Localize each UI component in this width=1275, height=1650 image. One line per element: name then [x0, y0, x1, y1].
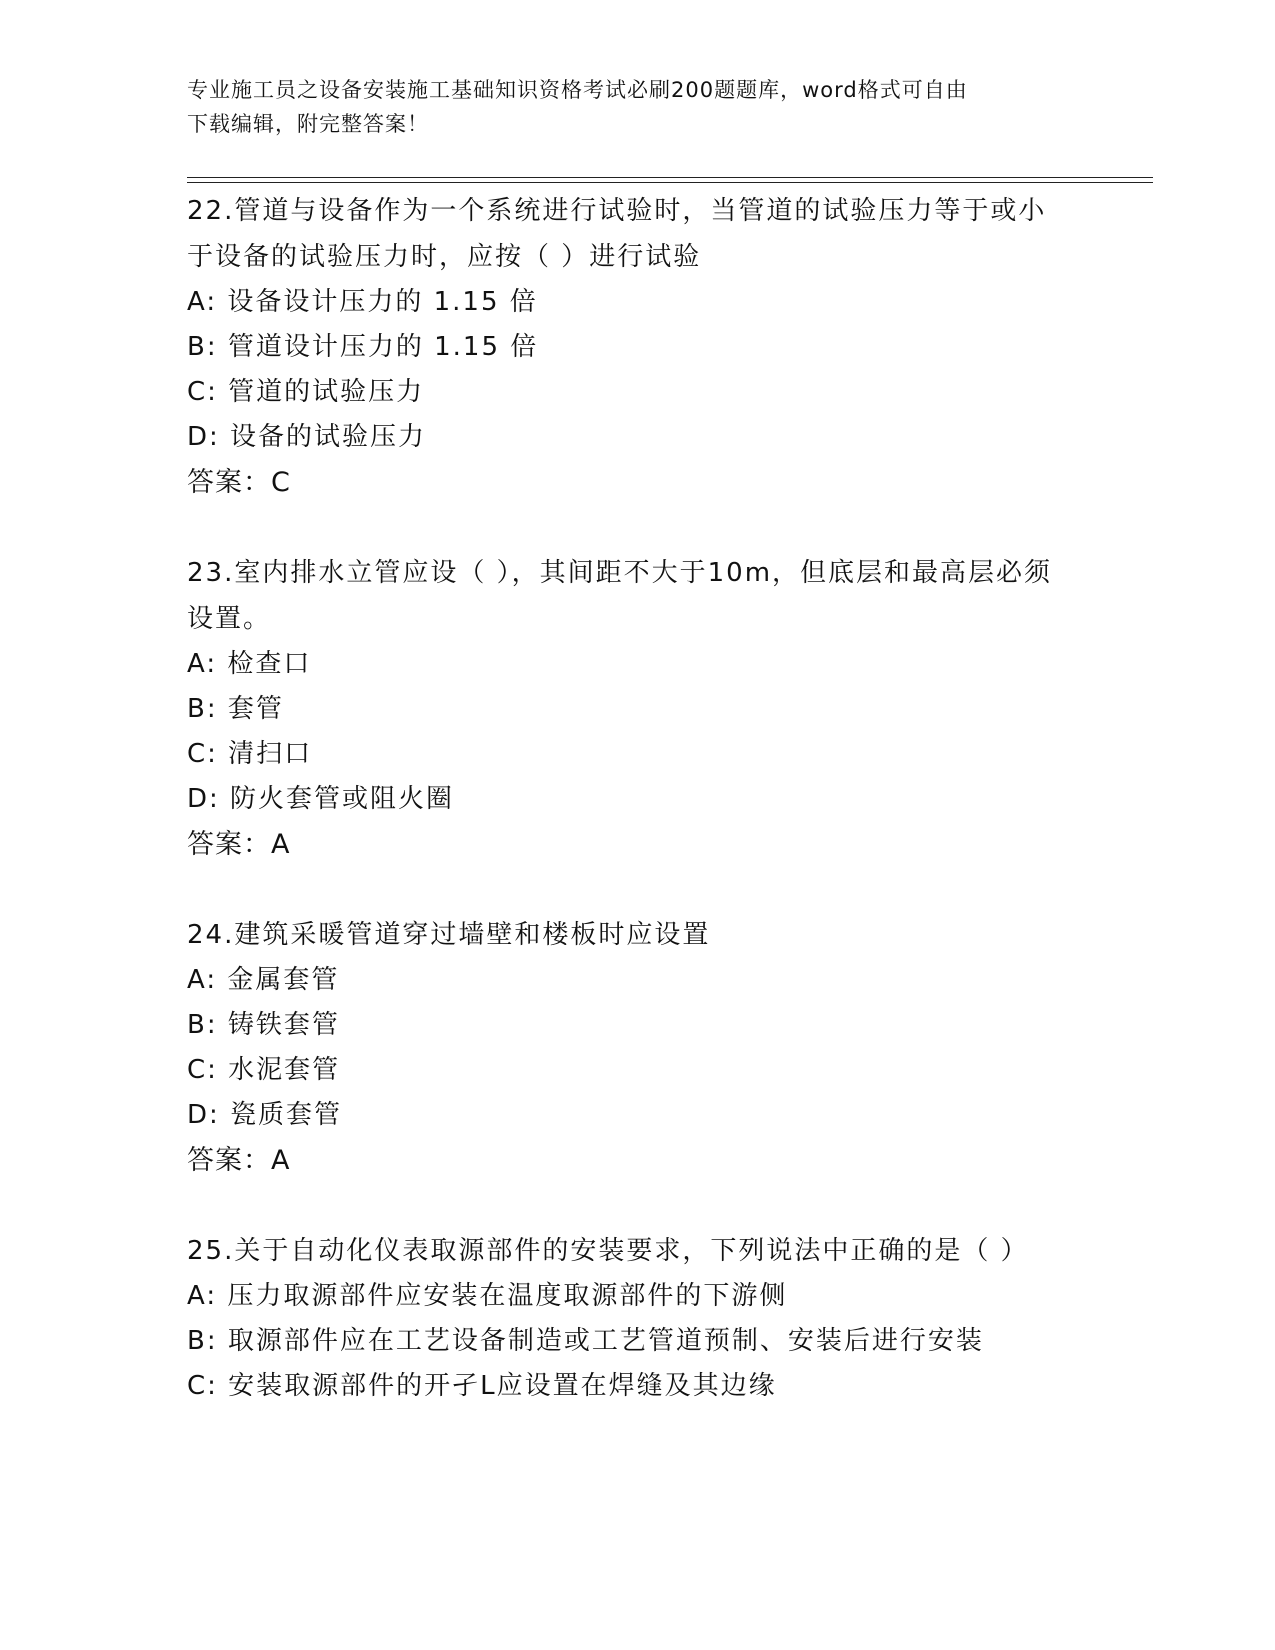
question-stem-line: 于设备的试验压力时，应按（ ）进行试验 [187, 242, 702, 272]
option-c: C: 安装取源部件的开孑L应设置在焊缝及其边缘 [187, 1371, 777, 1401]
option-d: D: 防火套管或阻火圈 [187, 784, 455, 814]
option-a: A: 检查口 [187, 649, 312, 679]
option-a: A: 设备设计压力的 1.15 倍 [187, 287, 538, 317]
option-c: C: 水泥套管 [187, 1055, 341, 1085]
header-line-1: 专业施工员之设备安装施工基础知识资格考试必刷200题题库，word格式可自由 [187, 78, 968, 102]
header-line-2: 下载编辑，附完整答案！ [187, 112, 429, 136]
header-divider-bottom [187, 182, 1153, 183]
question-stem-line: 22.管道与设备作为一个系统进行试验时，当管道的试验压力等于或小 [187, 196, 1047, 226]
option-d: D: 瓷质套管 [187, 1100, 343, 1130]
option-d: D: 设备的试验压力 [187, 422, 427, 452]
option-b: B: 取源部件应在工艺设备制造或工艺管道预制、安装后进行安装 [187, 1326, 984, 1356]
option-c: C: 管道的试验压力 [187, 377, 425, 407]
question-stem-line: 23.室内排水立管应设（ ），其间距不大于10m，但底层和最高层必须 [187, 558, 1053, 588]
answer-line: 答案：A [187, 1145, 291, 1176]
option-c: C: 清扫口 [187, 739, 313, 769]
question-stem-line: 25.关于自动化仪表取源部件的安装要求，下列说法中正确的是（ ） [187, 1236, 1029, 1266]
document-header [187, 73, 1067, 141]
header-divider-top [187, 177, 1153, 178]
answer-line: 答案：C [187, 467, 291, 498]
question-23 [187, 550, 1147, 868]
question-stem-line: 24.建筑采暖管道穿过墙壁和楼板时应设置 [187, 920, 711, 950]
option-a: A: 金属套管 [187, 965, 340, 995]
question-22 [187, 188, 1147, 506]
question-25 [187, 1228, 1147, 1409]
option-a: A: 压力取源部件应安装在温度取源部件的下游侧 [187, 1281, 788, 1311]
option-b: B: 铸铁套管 [187, 1010, 340, 1040]
answer-line: 答案：A [187, 829, 291, 860]
question-24 [187, 912, 1147, 1184]
question-stem-line: 设置。 [187, 604, 272, 634]
option-b: B: 套管 [187, 694, 284, 724]
option-b: B: 管道设计压力的 1.15 倍 [187, 332, 539, 362]
question-list [187, 188, 1147, 1453]
